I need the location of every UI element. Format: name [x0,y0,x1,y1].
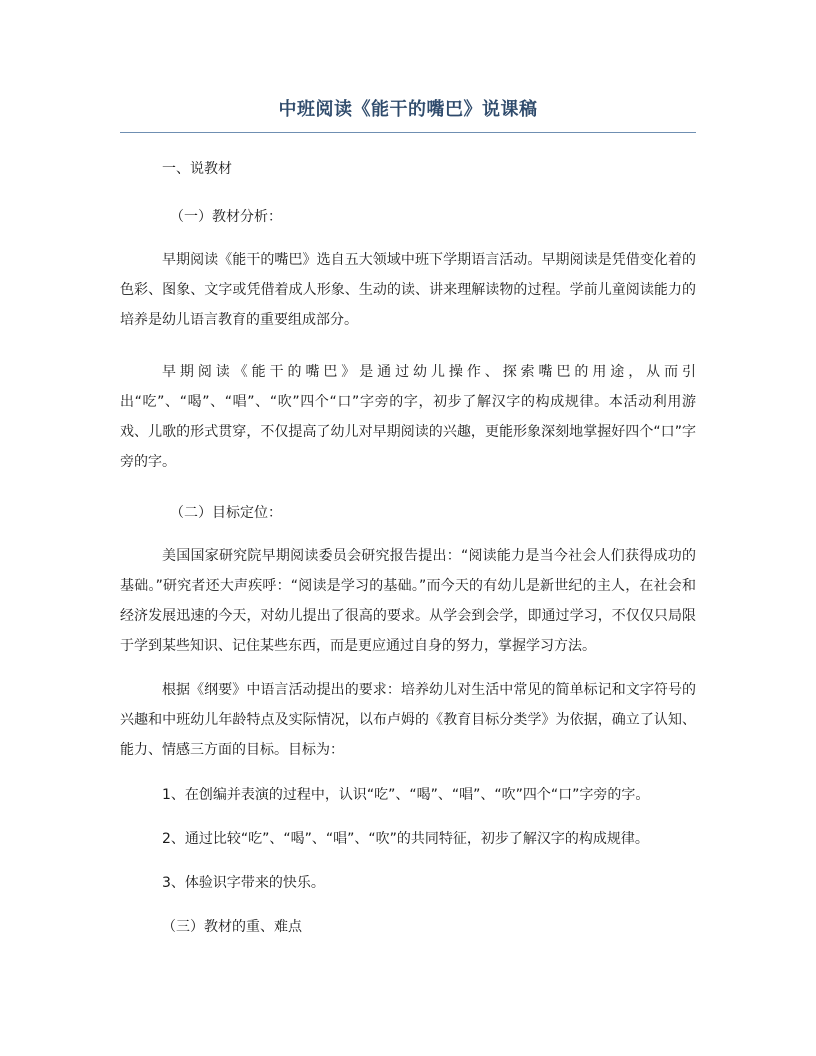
subheading-goal-positioning: （二）目标定位： [170,505,282,521]
paragraph-material-analysis-1: 早期阅读《能干的嘴巴》选自五大领域中班下学期语言活动。早期阅读是凭借变化着的色彩、图象、文字或凭借着成人形象、生动的读、讲来理解读物的过程。学前儿童阅读能力的培养是幼儿语言教育的重要组成部分。 [120,252,696,328]
goal-item-2: 2、通过比较“吃”、“喝”、“唱”、“吹”的共同特征，初步了解汉字的构成规律。 [162,831,649,847]
document-title: 中班阅读《能干的嘴巴》说课稿 [120,96,696,133]
paragraph-goal-2: 根据《纲要》中语言活动提出的要求：培养幼儿对生活中常见的简单标记和文字符号的兴趣和中班幼儿年龄特点及实际情况，以布卢姆的《教育目标分类学》为依据，确立了认知、能力、情感三方面的目标。目标为： [120,682,696,758]
subheading-material-analysis: （一）教材分析： [170,209,282,225]
goal-item-3: 3、体验识字带来的快乐。 [162,875,325,891]
section-heading-teaching-material: 一、说教材 [162,161,232,177]
paragraph-material-analysis-2: 早期阅读《能干的嘴巴》是通过幼儿操作、探索嘴巴的用途，从而引出“吃”、“喝”、“唱”、“吹”四个“口”字旁的字，初步了解汉字的构成规律。本活动利用游戏、儿歌的形式贯穿，不仅提高了幼儿对早期阅读的兴趣，更能形象深刻地掌握好四个“口”字旁的字。 [120,364,696,470]
goal-item-1: 1、在创编并表演的过程中，认识“吃”、“喝”、“唱”、“吹”四个“口”字旁的字。 [162,787,650,803]
subheading-key-points: （三）教材的重、难点 [162,919,302,935]
paragraph-goal-1: 美国国家研究院早期阅读委员会研究报告提出：“阅读能力是当今社会人们获得成功的基础。”研究者还大声疾呼：“阅读是学习的基础。”而今天的有幼儿是新世纪的主人，在社会和经济发展迅速的今天，对幼儿提出了很高的要求。从学会到会学，即通过学习，不仅仅只局限于学到某些知识、记住某些东西，而是更应通过自身的努力，掌握学习方法。 [120,548,696,654]
document-page [120,96,696,941]
